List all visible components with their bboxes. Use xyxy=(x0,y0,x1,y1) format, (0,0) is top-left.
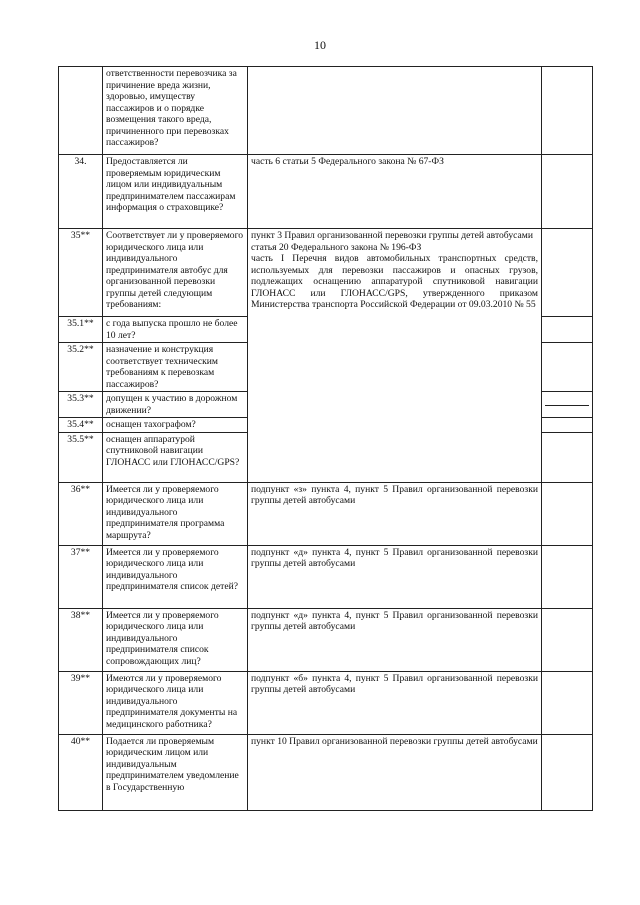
row-question: с года выпуска прошло не более 10 лет? xyxy=(103,317,248,343)
row-question: Подается ли проверяемым юридическим лицом или индивидуальным предпринимателем уведомление в Государственную xyxy=(103,734,248,810)
table-row xyxy=(59,734,593,810)
row-number: 37** xyxy=(59,545,103,608)
row-question: Имеется ли у проверяемого юридического лица или индивидуального предпринимателя список сопровождающих лиц? xyxy=(103,608,248,671)
row-mark-cell xyxy=(542,545,593,608)
row-number: 35.2** xyxy=(59,343,103,392)
row-number: 35.4** xyxy=(59,418,103,433)
row-question: ответственности перевозчика за причинение вреда жизни, здоровью, имуществу пассажиров и о порядке возмещения такого вреда, причиненного при перевозках пассажиров? xyxy=(103,67,248,155)
row-mark-cell xyxy=(542,67,593,155)
row-number: 35.3** xyxy=(59,392,103,418)
reference-text: пункт 3 Правил организованной перевозки группы детей автобусами статья 20 Федерального закона № 196-ФЗ часть I Перечня видов автомобильных транспортных средств, используемых для перевозки пассажиров и опасных грузов, подлежащих оснащению аппаратурой спутниковой навигации ГЛОНАСС или ГЛОНАСС/GPS, утвержденного приказом Министерства транспорта Российской Федерации от 09.03.2010 № 55 xyxy=(251,230,538,310)
table-row xyxy=(59,67,593,155)
checklist-table xyxy=(58,66,593,811)
row-mark-cell xyxy=(542,392,593,418)
row-question: Имеется ли у проверяемого юридического лица или индивидуального предпринимателя список детей? xyxy=(103,545,248,608)
row-reference xyxy=(248,229,542,483)
row-mark-cell xyxy=(542,418,593,433)
row-question: оснащен тахографом? xyxy=(103,418,248,433)
row-question: Имеются ли у проверяемого юридического лица или индивидуального предпринимателя документы на медицинского работника? xyxy=(103,671,248,734)
row-reference: часть 6 статьи 5 Федерального закона № 67-ФЗ xyxy=(248,155,542,229)
row-number xyxy=(59,67,103,155)
row-question: допущен к участию в дорожном движении? xyxy=(103,392,248,418)
row-mark-cell xyxy=(542,734,593,810)
row-question: оснащен аппаратурой спутниковой навигации ГЛОНАСС или ГЛОНАСС/GPS? xyxy=(103,432,248,482)
row-reference: подпункт «д» пункта 4, пункт 5 Правил организованной перевозки группы детей автобусами xyxy=(248,545,542,608)
row-reference: пункт 10 Правил организованной перевозки группы детей автобусами xyxy=(248,734,542,810)
row-number: 40** xyxy=(59,734,103,810)
row-number: 38** xyxy=(59,608,103,671)
row-question: Соответствует ли у проверяемого юридического лица или индивидуального предпринимателя автобус для организованной перевозки группы детей следующим требованиям: xyxy=(103,229,248,317)
row-mark-cell xyxy=(542,432,593,482)
row-number: 39** xyxy=(59,671,103,734)
row-mark-cell xyxy=(542,482,593,545)
table-row xyxy=(59,671,593,734)
page-number: 10 xyxy=(314,38,326,52)
row-number: 35** xyxy=(59,229,103,317)
row-reference: подпункт «з» пункта 4, пункт 5 Правил организованной перевозки группы детей автобусами xyxy=(248,482,542,545)
table-row xyxy=(59,155,593,229)
row-number: 34. xyxy=(59,155,103,229)
row-question: Предоставляется ли проверяемым юридическим лицом или индивидуальным предпринимателем пассажирам информация о страховщике? xyxy=(103,155,248,229)
row-mark-cell xyxy=(542,317,593,343)
row-reference: подпункт «б» пункта 4, пункт 5 Правил организованной перевозки группы детей автобусами xyxy=(248,671,542,734)
table-row xyxy=(59,545,593,608)
table-row xyxy=(59,229,593,317)
table-row xyxy=(59,608,593,671)
row-mark-cell xyxy=(542,608,593,671)
table-row xyxy=(59,482,593,545)
row-question: Имеется ли у проверяемого юридического лица или индивидуального предпринимателя программа маршрута? xyxy=(103,482,248,545)
row-question: назначение и конструкция соответствует техническим требованиям к перевозкам пассажиров? xyxy=(103,343,248,392)
row-number: 35.5** xyxy=(59,432,103,482)
row-mark-cell xyxy=(542,229,593,317)
row-mark-cell xyxy=(542,155,593,229)
row-number: 35.1** xyxy=(59,317,103,343)
row-number: 36** xyxy=(59,482,103,545)
row-mark-cell xyxy=(542,343,593,392)
row-reference: подпункт «д» пункта 4, пункт 5 Правил организованной перевозки группы детей автобусами xyxy=(248,608,542,671)
row-mark-cell xyxy=(542,671,593,734)
row-reference xyxy=(248,67,542,155)
